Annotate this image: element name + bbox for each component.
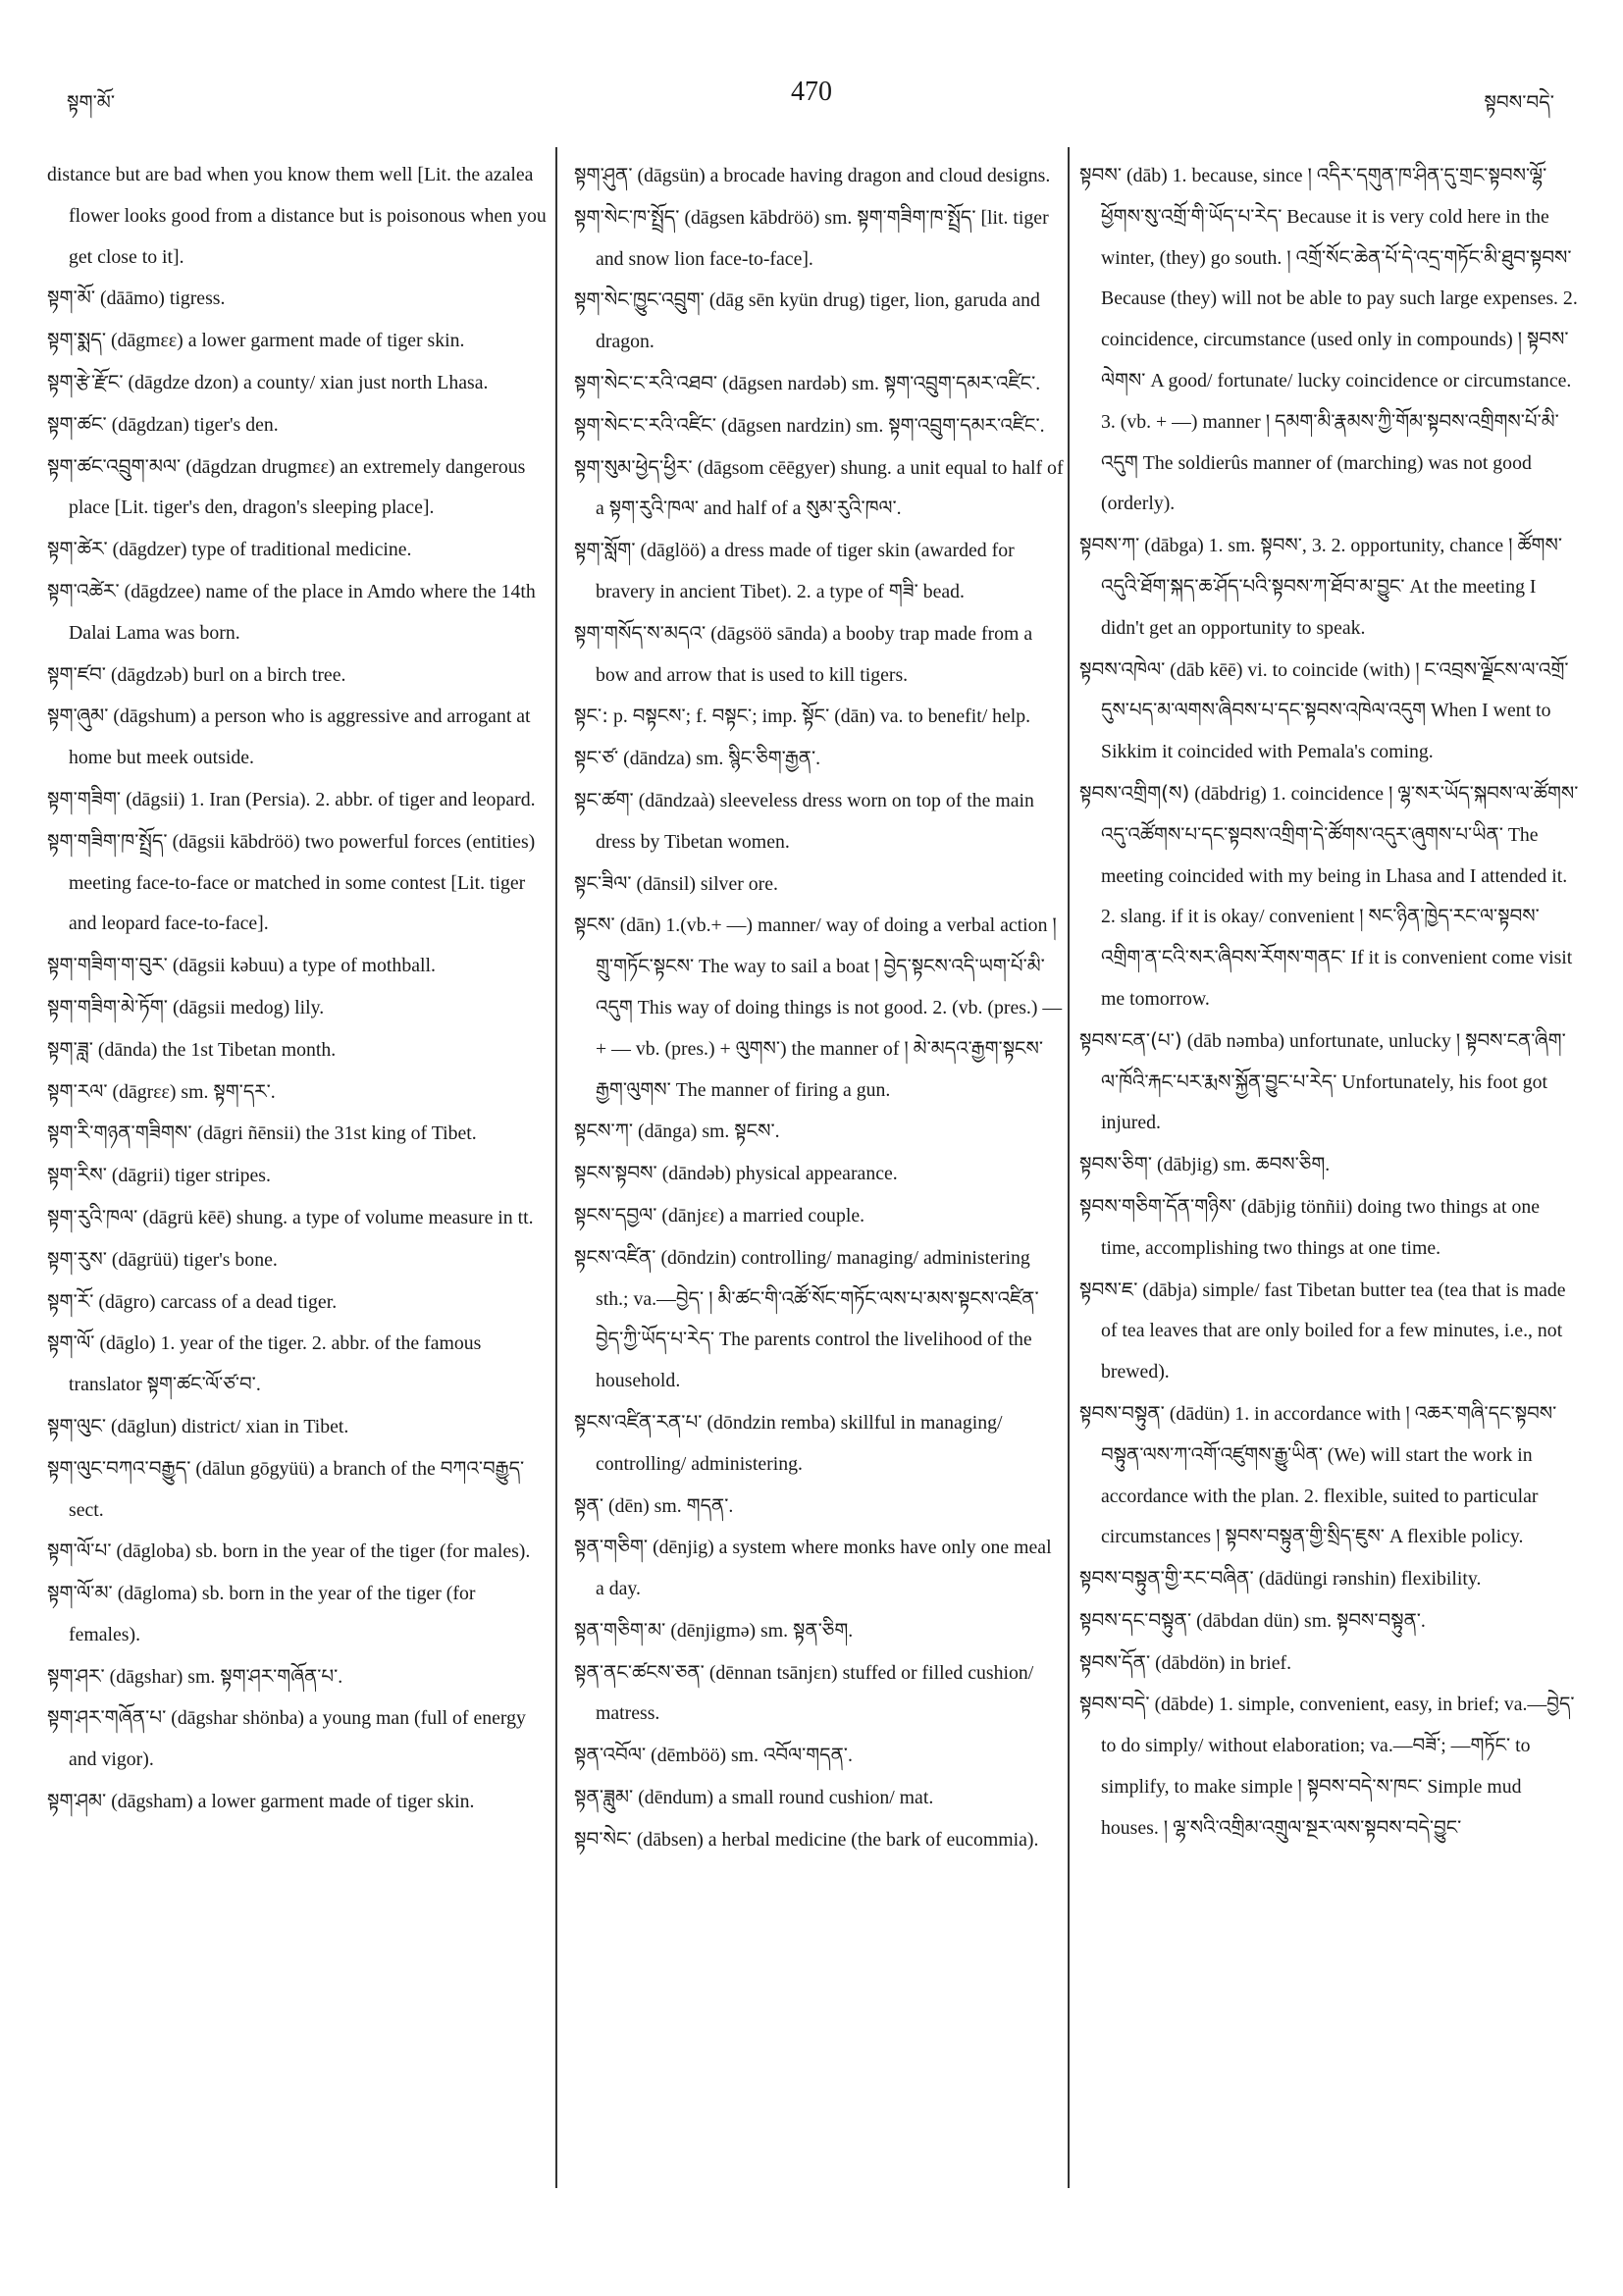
entry-headword: སྟག་ལུང་བཀའ་བརྒྱུད་ (47, 1455, 191, 1480)
entry-definition: (dōndzin remba) skillful in managing/ controlling/ administering. (596, 1411, 1003, 1475)
entry-definition: p. བསྟངས་; f. བསྟང་; imp. སྟོང་ (dān) va. to benefit/ help. (612, 705, 1031, 728)
entry-definition: (dāgshum) a person who is aggressive and arrogant at home but meek outside. (69, 705, 531, 769)
dictionary-entry (1079, 1270, 1580, 1393)
dictionary-entry (1079, 1144, 1580, 1186)
entry-headword: སྟག་རིས་ (47, 1163, 107, 1187)
dictionary-entry (47, 1239, 548, 1281)
dictionary-entry (574, 530, 1065, 613)
entry-headword: སྟག་རོ་ (47, 1288, 94, 1313)
entry-definition: (dāglun) district/ xian in Tibet. (111, 1415, 349, 1437)
entry-definition: distance but are bad when you know them well [Lit. the azalea flower looks good from a distance but is poisonous when you get close to it]. (47, 164, 547, 268)
entry-definition: (dēn) sm. གདན་. (608, 1494, 734, 1517)
entry-headword: སྟན་གཅིག་ (574, 1535, 649, 1559)
entry-headword: སྟག་ཚེར་ (47, 537, 108, 561)
entry-headword: སྟན་གཅིག་མ་ (574, 1617, 666, 1642)
dictionary-entry (574, 1735, 1065, 1777)
entry-definition: (dāg sēn kyün drug) tiger, lion, garuda and dragon. (596, 289, 1040, 353)
entry-headword: སྟངས་འཛིན་ (574, 1244, 656, 1269)
entry-definition: (dāgrεε) sm. སྟག་དར་. (112, 1080, 276, 1103)
dictionary-entry (1079, 1020, 1580, 1144)
entry-definition: (dābdan dün) sm. སྟབས་བསྟུན་. (1196, 1609, 1426, 1632)
entry-definition: (dāgrüü) tiger's bone. (111, 1248, 278, 1271)
entry-headword: སྟག་ཞུམ་ (47, 704, 109, 728)
entry-headword: སྟག་ཚང་ (47, 411, 107, 436)
entry-definition: (dēnjigmə) sm. སྟན་ཅིག. (670, 1619, 854, 1642)
entry-definition: (dāglo) 1. year of the tiger. 2. abbr. of the famous translator སྟག་ཚང་ལོ་ཙ་བ་. (69, 1332, 482, 1396)
dictionary-entry (574, 1195, 1065, 1237)
left-guide-word: སྟག་མོ་ (67, 90, 116, 114)
column-right (1079, 155, 1580, 1850)
entry-definition: (dāāmo) tigress. (99, 287, 226, 310)
entry-definition: (dāgdzəb) burl on a birch tree. (110, 663, 346, 686)
entry-headword: སྟང་ཙ་ (574, 746, 619, 770)
dictionary-entry (47, 696, 548, 779)
dictionary-entry (47, 821, 548, 945)
entry-definition: (dābdrig) 1. coincidence ། ལྷ་སར་ཡོད་སྐབས་ལ་ཚོགས་འདུ་འཚོགས་པ་དང་སྟབས་འགྲིག་དེ་ཚོགས་འདུར་ཞུགས་པ་ཡིན་ The meeting coincided with my being in Lhasa and I attended it. 2. slang. if it is okay/ convenient ། སང་ཉིན་ཁྱེད་རང་ལ་སྟབས་འགྲིག་ན་ངའི་སར་ཞིབས་རོགས་གནང་ If it is convenient come visit me tomorrow. (1101, 782, 1579, 1010)
dictionary-entry (47, 1656, 548, 1698)
entry-definition: (dābdön) in brief. (1155, 1651, 1292, 1674)
dictionary-entry (1079, 1684, 1580, 1849)
entry-headword: སྟབས་དང་བསྟུན་ (1079, 1607, 1192, 1632)
dictionary-entry (574, 1153, 1065, 1195)
dictionary-entry (47, 779, 548, 821)
dictionary-entry (574, 863, 1065, 906)
entry-headword: སྟངས་སྟབས་ (574, 1161, 657, 1185)
entry-definition: (dāgshar shönba) a young man (full of energy and vigor). (69, 1707, 526, 1771)
dictionary-entry (1079, 1186, 1580, 1270)
entry-definition: (dōndzin) controlling/ managing/ administering sth.; va.—བྱེད་ ། མི་ཚང་གི་འཚོ་སོང་གཏོང་ལས་པ་མས་སྟངས་འཛིན་བྱེད་ཀྱི་ཡོད་པ་རེད་ The parents control the livelihood of the household. (596, 1246, 1039, 1392)
entry-headword: སྟག་ལོ་པ་ (47, 1539, 112, 1563)
entry-definition: (dāgsen nardzin) sm. སྟག་འབྲུག་དམར་འཛིང་. (720, 414, 1045, 437)
entry-definition: (dān) 1.(vb.+ —) manner/ way of doing a verbal action ། གྲུ་གཏོང་སྟངས་ The way to sail a boat ། བྱེད་སྟངས་འདི་ཡག་པོ་མི་འདུག This way of doing things is not good. 2. (vb. (pres.) — + — vb. (pres.) + ལུགས་) the manner of ། མེ་མདའ་རྒྱག་སྟངས་རྒྱག་ལུགས་ The manner of firing a gun. (596, 914, 1063, 1101)
entry-definition: (dāgsham) a lower garment made of tiger skin. (111, 1791, 475, 1813)
entry-definition: (dāgsen nardəb) sm. སྟག་འབྲུག་དམར་འཛིང་. (722, 372, 1041, 394)
entry-definition: (dēmböö) sm. འབོལ་གདན་. (651, 1745, 853, 1767)
page-number: 470 (791, 77, 832, 107)
dictionary-entry (47, 155, 548, 278)
entry-definition: (dāgsom cēēgyer) shung. a unit equal to half of a སྟག་རུའི་ཁལ་ and half of a སུམ་རུའི་ཁལ་. (596, 456, 1064, 520)
entry-headword: སྟག་ལོ་ (47, 1331, 95, 1355)
entry-definition: (dāndzaà) sleeveless dress worn on top of the main dress by Tibetan women. (596, 789, 1034, 853)
dictionary-entry (47, 320, 548, 362)
dictionary-entry (47, 1573, 548, 1656)
dictionary-entry (47, 1029, 548, 1071)
dictionary-entry (574, 405, 1065, 447)
entry-headword: སྟབས་ (1079, 163, 1123, 186)
dictionary-entry (1079, 155, 1580, 525)
dictionary-entry (47, 1448, 548, 1532)
entry-definition: (dālun gōgyüü) a branch of the བཀའ་བརྒྱུད་ sect. (69, 1457, 525, 1521)
dictionary-entry (47, 362, 548, 404)
entry-definition: (dāndəb) physical appearance. (661, 1163, 898, 1185)
entry-headword: སྟབས་འགྲིག(ས) (1079, 780, 1190, 805)
entry-definition: (dānjεε) a married couple. (661, 1204, 865, 1226)
entry-headword: སྟབས་ཅིག་ (1079, 1152, 1153, 1176)
entry-headword: སྟག་ཟླ་ (47, 1036, 93, 1061)
entry-headword: སྟག་རུས་ (47, 1246, 107, 1271)
entry-headword: སྟག་ཤུན་ (574, 163, 633, 186)
entry-headword: སྟག་སུམ་ཕྱེད་ཕྱིར་ (574, 454, 693, 479)
dictionary-entry (574, 1610, 1065, 1652)
dictionary-entry (574, 613, 1065, 697)
entry-headword: སྟག་གཟིག་ (47, 786, 122, 810)
entry-definition: (dāgmεε) a lower garment made of tiger skin. (111, 330, 465, 352)
dictionary-entry (47, 1281, 548, 1324)
entry-headword: སྟངས་ (574, 913, 615, 937)
dictionary-entry (1079, 525, 1580, 649)
entry-headword: སྟངས་ཀ་ (574, 1119, 634, 1143)
entry-headword: སྟང་ཚག་ (574, 787, 634, 811)
dictionary-entry (574, 1777, 1065, 1819)
entry-headword: སྟག་སེང་ཁྱུང་འབྲུག་ (574, 287, 705, 312)
entry-headword: སྟབས་ཀ་ (1079, 533, 1140, 557)
dictionary-entry (574, 280, 1065, 363)
dictionary-entry (47, 987, 548, 1029)
entry-headword: སྟག་སྨད་ (47, 328, 107, 352)
dictionary-entry (1079, 1558, 1580, 1600)
entry-definition: (dāgdze dzon) a county/ xian just north Lhasa. (128, 371, 489, 393)
entry-headword: སྟངས་འཛིན་རན་པ་ (574, 1409, 703, 1434)
entry-headword: སྟངས་དབྱལ་ (574, 1202, 657, 1226)
dictionary-entry (47, 654, 548, 697)
entry-headword: སྟག་མོ་ (47, 286, 96, 310)
entry-definition: (dāgsen kābdröö) sm. སྟག་གཟིག་ཁ་སྤྲོད་ [lit. tiger and snow lion face-to-face]. (596, 206, 1049, 270)
entry-headword: སྟག་ཚང་འབྲུག་མལ་ (47, 453, 182, 478)
entry-headword: སྟག་ཤམ་ (47, 1789, 107, 1813)
dictionary-entry (47, 529, 548, 571)
dictionary-entry (47, 278, 548, 320)
entry-headword: སྟག་སློག་ (574, 538, 636, 562)
entry-headword: སྟབས་བསྟུན་གྱི་རང་བཞིན་ (1079, 1566, 1254, 1591)
entry-definition: (dānga) sm. སྟངས་. (637, 1121, 780, 1143)
dictionary-entry (574, 905, 1065, 1111)
entry-headword: སྟབས་དོན་ (1079, 1649, 1151, 1674)
dictionary-entry (47, 446, 548, 530)
entry-headword: སྟན་ནང་ཚངས་ཅན་ (574, 1659, 705, 1684)
dictionary-entry (47, 1155, 548, 1197)
entry-headword: སྟག་གཟིག་ཁ་སྤྲོད་ (47, 828, 168, 853)
entry-definition: (dāgsii kābdröö) two powerful forces (entities) meeting face-to-face or matched in some contest [Lit. tiger and leopard face-to-face]. (69, 830, 536, 935)
dictionary-entry (47, 1406, 548, 1448)
entry-definition: (dāgsöö sānda) a booby trap made from a bow and arrow that is used to kill tigers. (596, 622, 1033, 686)
dictionary-entry (574, 197, 1065, 281)
entry-definition: (dāgsün) a brocade having dragon and cloud designs. (637, 165, 1051, 186)
entry-headword: སྟབས་གཅིག་དོན་གཉིས་ (1079, 1193, 1236, 1218)
entry-headword: སྟག་ཤར་ (47, 1663, 105, 1688)
entry-definition: (dāgrii) tiger stripes. (111, 1165, 271, 1187)
dictionary-entry (574, 780, 1065, 863)
entry-definition: (dābsen) a herbal medicine (the bark of eucommia). (636, 1828, 1039, 1851)
column-left (47, 155, 548, 1823)
entry-headword: སྟང་: (574, 704, 608, 728)
entry-headword: སྟན་འབོལ་ (574, 1743, 647, 1767)
entry-headword: སྟག་ལོ་མ་ (47, 1581, 113, 1605)
entry-definition: (dāgri ñēnsii) the 31st king of Tibet. (196, 1122, 477, 1145)
entry-headword: སྟག་རི་གཉན་གཟིགས་ (47, 1121, 192, 1145)
dictionary-entry (47, 945, 548, 987)
entry-definition: (dāgsii) 1. Iran (Persia). 2. abbr. of tiger and leopard. (126, 788, 536, 810)
entry-definition: (dānsil) silver ore. (636, 872, 778, 895)
entry-definition: (dābga) 1. sm. སྟབས་, 3. 2. opportunity, chance ། ཚོགས་འདུའི་ཐོག་སྐད་ཆ་ཤོད་པའི་སྟབས་ཀ་ཐོབ་མ་བྱུང་ At the meeting I didn't get an opportunity to speak. (1101, 535, 1562, 639)
dictionary-entry (1079, 1600, 1580, 1643)
entry-definition: (dāb kēē) vi. to coincide (with) ། ང་འབྲས་ལྗོངས་ལ་འགྲོ་དུས་པད་མ་ལགས་ཞིབས་པ་དང་སྟབས་འཁེལ་འདུག When I went to Sikkim it coincided with Pemala's coming. (1101, 658, 1569, 763)
entry-headword: སྟག་གཟིག་ག་བུར་ (47, 953, 168, 977)
right-guide-word: སྟབས་བདེ་ (1484, 90, 1554, 114)
entry-definition: (dāgdzan) tiger's den. (111, 413, 279, 436)
dictionary-entry (47, 1531, 548, 1573)
entry-definition: (dāndza) sm. སྙིང་ཅིག་རྒྱན་. (623, 748, 821, 770)
entry-headword: སྟབས་ཇ་ (1079, 1277, 1138, 1301)
entry-definition: (dāb nəmba) unfortunate, unlucky ། སྟབས་ངན་ཞིག་ལ་ཁོའི་རྐང་པར་རྨས་སྐྱོན་བྱུང་པ་རེད་ Unfortunately, his foot got injured. (1101, 1029, 1566, 1134)
entry-headword: སྟབས་འཁེལ་ (1079, 656, 1166, 681)
dictionary-entry (574, 1819, 1065, 1861)
entry-definition: (dābjig) sm. ཆབས་ཅིག. (1156, 1154, 1331, 1176)
entry-headword: སྟག་རལ་ (47, 1078, 108, 1103)
entry-headword: སྟག་གཟིག་མེ་ཏོག་ (47, 994, 168, 1018)
entry-definition: (dānda) the 1st Tibetan month. (97, 1038, 337, 1061)
dictionary-entry (574, 155, 1065, 197)
dictionary-entry (574, 738, 1065, 780)
dictionary-entry (47, 1323, 548, 1406)
entry-headword: སྟག་སེང་ང་རའི་འཐབ་ (574, 370, 718, 394)
entry-definition: (dāgshar) sm. སྟག་ཤར་གཞོན་པ་. (109, 1665, 343, 1688)
column-divider-right (1068, 147, 1070, 2188)
entry-definition: (dāgloba) sb. born in the year of the tiger (for males). (116, 1540, 531, 1563)
entry-definition: (dādün) 1. in accordance with ། འཆར་གཞི་དང་སྟབས་བསྟུན་ལས་ཀ་འགོ་འཛུགས་རྒྱུ་ཡིན་ (We) will start the work in accordance with the plan. 2. flexible, suited to particular circumstances ། སྟབས་བསྟུན་གྱི་སྲིད་ཇུས་ A flexible policy. (1101, 1402, 1557, 1548)
entry-headword: སྟག་ཤར་གཞོན་པ་ (47, 1705, 167, 1730)
entry-headword: སྟག་ཛབ་ (47, 661, 106, 686)
dictionary-entry (47, 1781, 548, 1823)
dictionary-entry (1079, 773, 1580, 1020)
entry-definition: (dāgsii medog) lily. (172, 996, 325, 1018)
dictionary-entry (47, 1197, 548, 1239)
entry-definition: (dēndum) a small round cushion/ mat. (638, 1787, 934, 1809)
dictionary-entry (47, 404, 548, 446)
entry-headword: སྟག་རྩེ་རྫོང་ (47, 369, 124, 393)
entry-definition: (dāgrü kēē) shung. a type of volume measure in tt. (142, 1206, 534, 1228)
entry-headword: སྟན་ཟླུམ་ (574, 1785, 634, 1809)
dictionary-entry (574, 1111, 1065, 1153)
entry-headword: སྟབས་བདེ་ (1079, 1692, 1150, 1716)
entry-definition: (dāgdzer) type of traditional medicine. (112, 539, 412, 561)
dictionary-entry (574, 696, 1065, 738)
entry-headword: སྟབས་བསྟུན་ (1079, 1400, 1165, 1425)
column-middle (574, 155, 1065, 1861)
entry-headword: སྟག་ལུང་ (47, 1413, 107, 1437)
entry-definition: (dābde) 1. simple, convenient, easy, in brief; va.—བྱེད་ to do simply/ without elaboration; va.—བཟོ་; —གཏོང་ to simplify, to make simple ། སྟབས་བདེ་ས་ཁང་ Simple mud houses. ། ལྷ་སའི་འགྲིམ་འགྲུལ་སྔར་ལས་སྟབས་བདེ་བྱུང་ (1101, 1694, 1575, 1839)
entry-headword: སྟན་ (574, 1492, 604, 1517)
entry-headword: སྟག་གསོད་ས་མདའ་ (574, 620, 707, 645)
dictionary-entry (574, 1402, 1065, 1486)
entry-definition: (dāglöö) a dress made of tiger skin (awarded for bravery in ancient Tibet). 2. a type of གཟི་ bead. (596, 540, 1015, 602)
column-divider-left (555, 147, 557, 2188)
dictionary-entry (574, 363, 1065, 405)
entry-definition: (dēnnan tsānjεn) stuffed or filled cushion/ matress. (596, 1661, 1034, 1725)
entry-definition: (dāgdzan drugmεε) an extremely dangerous place [Lit. tiger's den, dragon's sleeping place]. (69, 455, 526, 519)
entry-definition: (dāb) 1. because, since ། འདིར་དགུན་ཁ་ཤིན་དུ་གྲང་སྟབས་ལྷོ་ཕྱོགས་སུ་འགྲོ་གི་ཡོད་པ་རེད་ Because it is very cold here in the winter, (they) go south. ། འགྲོ་སོང་ཆེན་པོ་དེ་འདྲ་གཏོང་མི་ཐུབ་སྟབས་ Because (they) will not be able to pay such large expenses. 2. coincidence, circumstance (used only in compounds) ། སྟབས་ལེགས་ A good/ fortunate/ lucky coincidence or circumstance. 3. (vb. + —) manner ། དམག་མི་རྣམས་ཀྱི་གོམ་སྟབས་འགྲིགས་པོ་མི་འདུག The soldierûs manner of (marching) was not good (orderly). (1101, 165, 1578, 515)
dictionary-entry (47, 1113, 548, 1155)
dictionary-entry (1079, 1393, 1580, 1558)
entry-definition: (dāgdzee) name of the place in Amdo where the 14th Dalai Lama was born. (69, 580, 536, 644)
page-header (0, 69, 1623, 128)
dictionary-entry (574, 1486, 1065, 1528)
entry-definition: (dābja) simple/ fast Tibetan butter tea (tea that is made of tea leaves that are only boiled for a few minutes, i.e., not brewed). (1101, 1278, 1566, 1383)
entry-headword: སྟབས་ངན་(པ་) (1079, 1027, 1182, 1052)
entry-definition: (dāgro) carcass of a dead tiger. (98, 1290, 338, 1313)
dictionary-entry (574, 1652, 1065, 1736)
dictionary-entry (1079, 1643, 1580, 1685)
entry-headword: སྟག་འཚེར་ (47, 578, 120, 602)
dictionary-entry (1079, 650, 1580, 773)
dictionary-entry (574, 1527, 1065, 1610)
dictionary-entry (574, 1237, 1065, 1402)
dictionary-entry (47, 1697, 548, 1781)
entry-headword: སྟག་རུའི་ཁལ་ (47, 1204, 138, 1228)
dictionary-entry (47, 1071, 548, 1114)
entry-definition: (dābjig tönñii) doing two things at one time, accomplishing two things at one time. (1101, 1195, 1541, 1259)
entry-headword: སྟབ་སེང་ (574, 1826, 632, 1851)
dictionary-entry (574, 447, 1065, 531)
entry-headword: སྟག་སེང་ཁ་སྤྲོད་ (574, 204, 680, 229)
entry-definition: (dādüngi rənshin) flexibility. (1258, 1568, 1482, 1591)
entry-definition: (dāgloma) sb. born in the year of the tiger (for females). (69, 1583, 476, 1645)
dictionary-entry (47, 571, 548, 654)
entry-definition: (dāgsii kəbuu) a type of mothball. (172, 955, 436, 977)
entry-headword: སྟག་སེང་ང་རའི་འཛིང་ (574, 412, 716, 437)
entry-definition: (dēnjig) a system where monks have only one meal a day. (596, 1537, 1052, 1600)
entry-headword: སྟང་ཟིལ་ (574, 870, 632, 895)
